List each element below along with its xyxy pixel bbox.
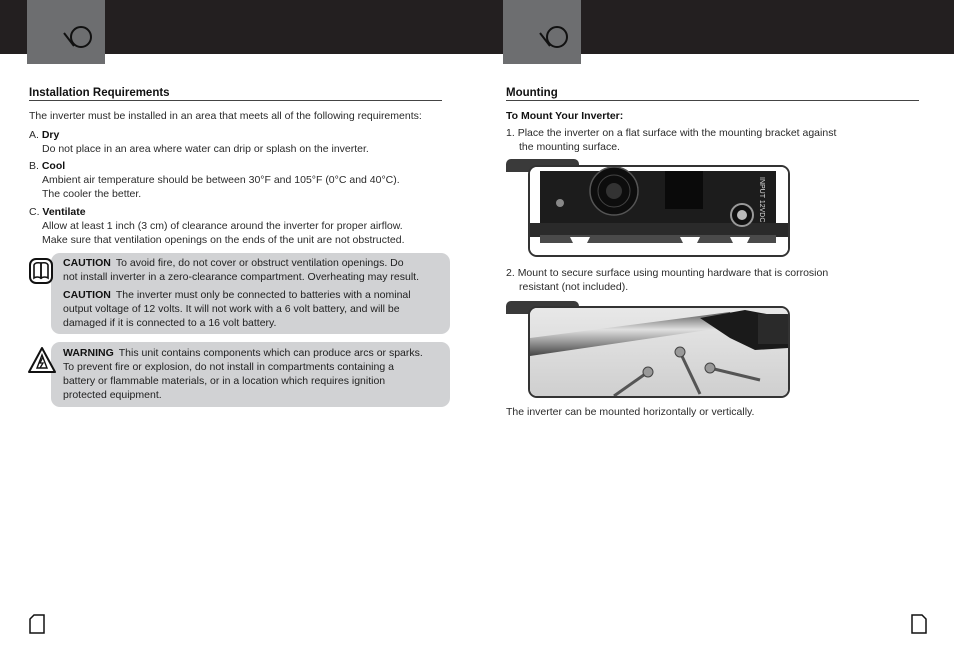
- req-line: Do not place in an area where water can drip or splash on the inverter.: [42, 143, 369, 155]
- section-heading: Mounting: [506, 87, 919, 101]
- input-label-text: INPUT 12VDC: [758, 177, 765, 223]
- step-line: the mounting surface.: [519, 141, 620, 153]
- caution-book-icon: [29, 258, 53, 284]
- page-number-box-icon: [29, 614, 45, 634]
- requirement-ventilate: [29, 205, 442, 247]
- step-number: 2.: [506, 267, 515, 279]
- req-letter: C.: [29, 206, 40, 218]
- caution-line: To avoid fire, do not cover or obstruct ventilation openings. Do: [115, 257, 404, 269]
- subheading: To Mount Your Inverter:: [506, 110, 624, 122]
- screws-image: [530, 308, 788, 396]
- caution-label: CAUTION: [63, 289, 111, 301]
- section-heading: Installation Requirements: [29, 87, 442, 101]
- req-title: Cool: [41, 160, 66, 172]
- step-line: resistant (not included).: [519, 281, 629, 293]
- warning-line: protected equipment.: [63, 389, 162, 401]
- warning-label: WARNING: [63, 347, 114, 359]
- requirement-cool: [29, 159, 442, 201]
- warning-text: [63, 346, 448, 402]
- inverter-image: [530, 167, 788, 255]
- req-line: Allow at least 1 inch (3 cm) of clearance around the inverter for proper airflow.: [42, 220, 403, 232]
- req-title: Ventilate: [42, 206, 86, 218]
- step-line: Place the inverter on a flat surface with the mounting bracket against: [517, 127, 837, 139]
- intro-text: The inverter must be installed in an area that meets all of the following requirements:: [29, 110, 422, 122]
- warning-line: This unit contains components which can produce arcs or sparks.: [118, 347, 423, 359]
- left-page: [29, 0, 442, 655]
- warning-line: battery or flammable materials, or in a location which requires ignition: [63, 375, 386, 387]
- step-number: 1.: [506, 127, 515, 139]
- warning-triangle-icon: [28, 346, 56, 374]
- caution-line: not install inverter in a zero-clearance compartment. Overheating may result.: [63, 271, 419, 283]
- caution-line: output voltage of 12 volts. It will not work with a 6 volt battery, and will be: [63, 303, 400, 315]
- footer-note: The inverter can be mounted horizontally or vertically.: [506, 406, 755, 418]
- caution-2: [63, 288, 448, 330]
- req-line: Ambient air temperature should be between 30°F and 105°F (0°C and 40°C).: [42, 174, 400, 186]
- req-letter: A.: [29, 129, 39, 141]
- caution-line: damaged if it is connected to a 16 volt battery.: [63, 317, 277, 329]
- caution-line: The inverter must only be connected to batteries with a nominal: [115, 289, 411, 301]
- page-number-box-icon: [911, 614, 927, 634]
- requirement-dry: [29, 128, 442, 156]
- caution-label: CAUTION: [63, 257, 111, 269]
- mounting-hardware-photo: [528, 306, 790, 398]
- right-page: [506, 0, 919, 655]
- step-line: Mount to secure surface using mounting hardware that is corrosion: [517, 267, 829, 279]
- inverter-bracket-photo: [528, 165, 790, 257]
- req-line: Make sure that ventilation openings on the ends of the unit are not obstructed.: [42, 234, 405, 246]
- step-2: [506, 266, 919, 294]
- req-line: The cooler the better.: [42, 188, 142, 200]
- req-letter: B.: [29, 160, 39, 172]
- warning-line: To prevent fire or explosion, do not install in compartments containing a: [63, 361, 394, 373]
- caution-1: [63, 256, 448, 284]
- warning-box: [51, 342, 450, 407]
- step-1: [506, 126, 919, 154]
- caution-box: [51, 253, 450, 334]
- req-title: Dry: [41, 129, 60, 141]
